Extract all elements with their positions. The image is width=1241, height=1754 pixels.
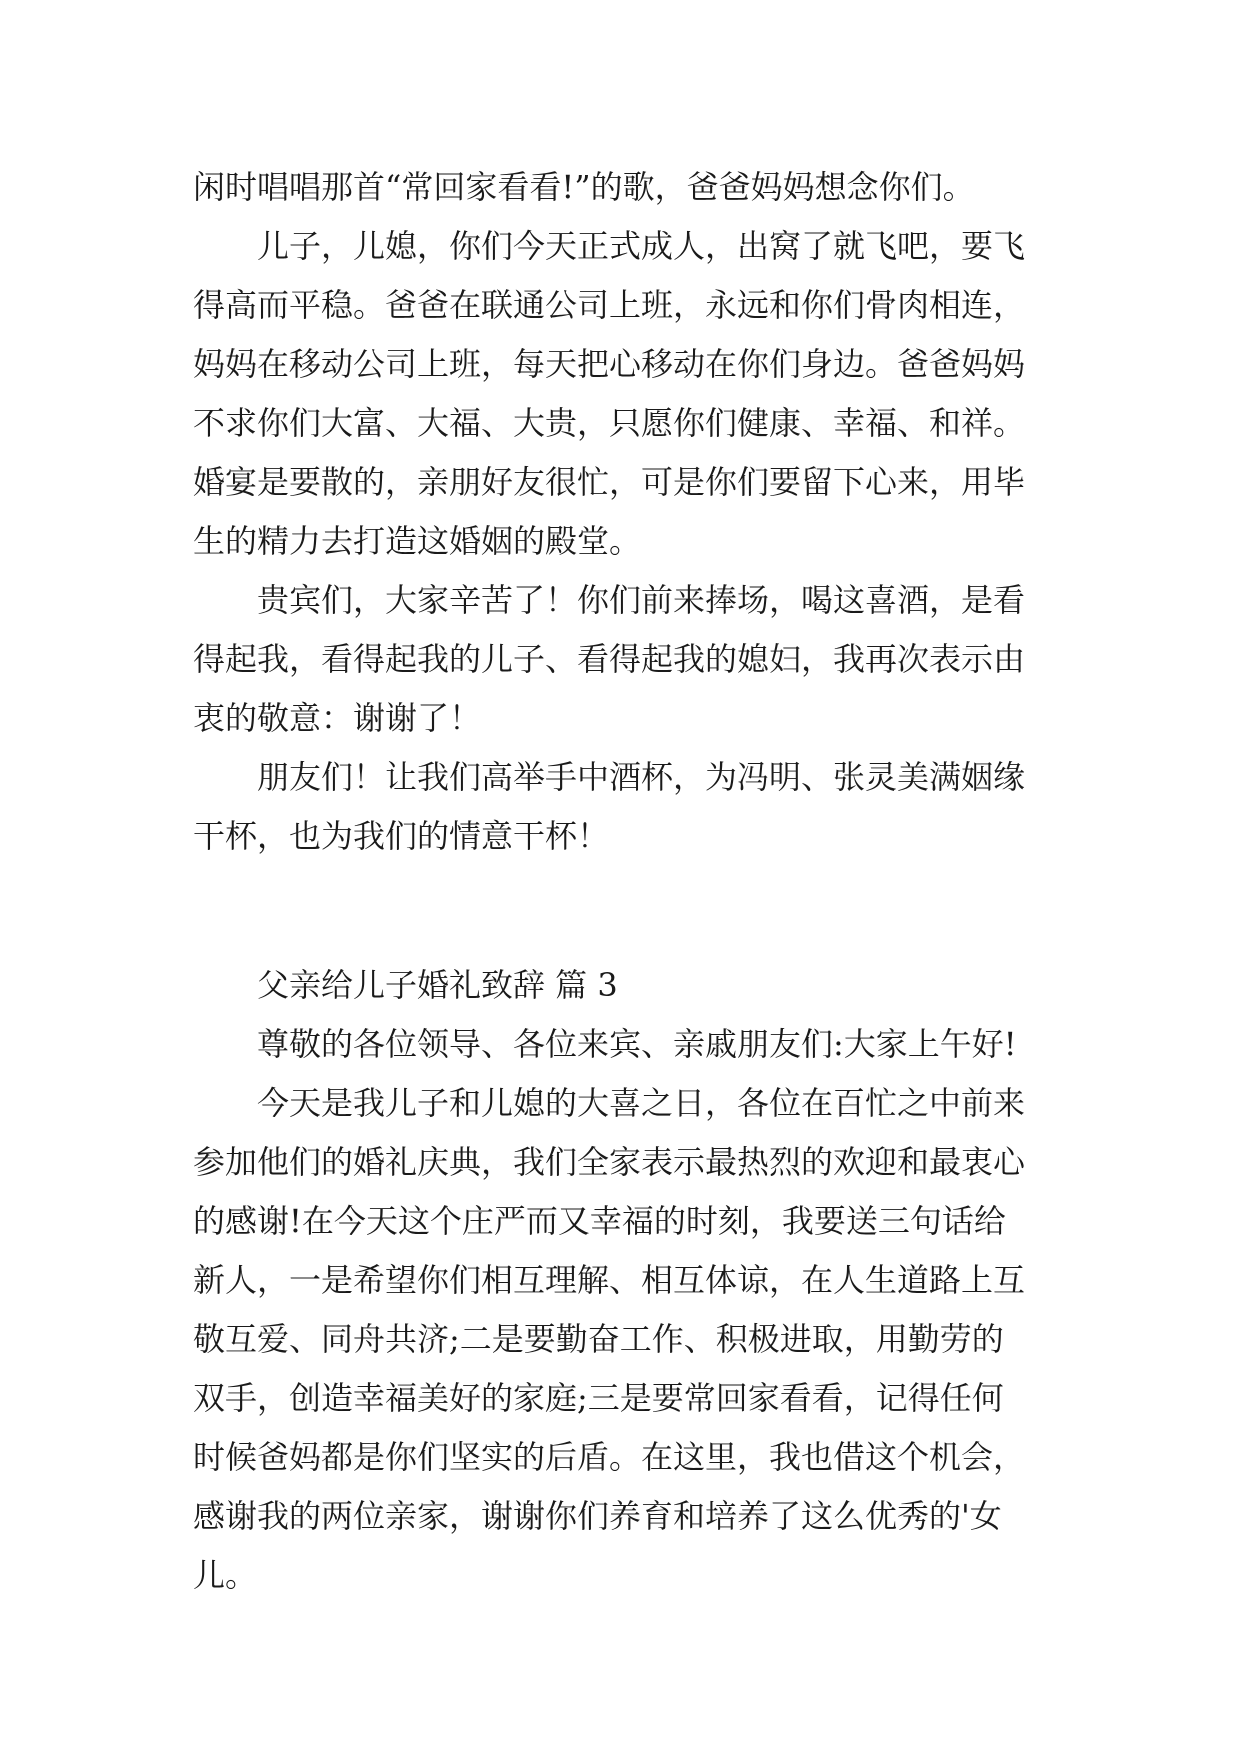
text-line: 双手，创造幸福美好的家庭;三是要常回家看看，记得任何 [193,1379,1004,1417]
text-line: 不求你们大富、大福、大贵，只愿你们健康、幸福、和祥。 [193,404,1026,442]
paragraph-line: 贵宾们，大家辛苦了！你们前来捧场，喝这喜酒，是看 [257,581,1026,619]
text-line: 儿。 [193,1556,258,1594]
text-line: 婚宴是要散的，亲朋好友很忙，可是你们要留下心来，用毕 [193,463,1026,501]
text-line: 干杯，也为我们的情意干杯！ [193,817,610,855]
text-line: 感谢我的两位亲家，谢谢你们养育和培养了这么优秀的'女 [193,1497,1002,1535]
document-body [193,158,1073,1605]
text-line: 得起我，看得起我的儿子、看得起我的媳妇，我再次表示由 [193,640,1026,678]
paragraph-line: 尊敬的各位领导、各位来宾、亲戚朋友们:大家上午好! [257,1025,1017,1063]
paragraph-line: 儿子，儿媳，你们今天正式成人，出窝了就飞吧，要飞 [257,227,1026,265]
text-line: 敬互爱、同舟共济;二是要勤奋工作、积极进取，用勤劳的 [193,1320,1004,1358]
text-line: 衷的敬意：谢谢了！ [193,699,482,737]
text-line: 闲时唱唱那首“常回家看看!”的歌，爸爸妈妈想念你们。 [193,168,975,206]
section-spacer [193,866,1073,956]
text-line: 的感谢!在今天这个庄严而又幸福的时刻，我要送三句话给 [193,1202,1006,1240]
text-line: 时候爸妈都是你们坚实的后盾。在这里，我也借这个机会， [193,1438,1026,1476]
text-line: 新人，一是希望你们相互理解、相互体谅，在人生道路上互 [193,1261,1026,1299]
text-line: 妈妈在移动公司上班，每天把心移动在你们身边。爸爸妈妈 [193,345,1026,383]
text-line: 生的精力去打造这婚姻的殿堂。 [193,522,642,560]
text-line: 参加他们的婚礼庆典，我们全家表示最热烈的欢迎和最衷心 [193,1143,1026,1181]
section-title: 父亲给儿子婚礼致辞 篇 3 [257,966,618,1004]
paragraph-line: 今天是我儿子和儿媳的大喜之日，各位在百忙之中前来 [257,1084,1026,1122]
text-line: 得高而平稳。爸爸在联通公司上班，永远和你们骨肉相连， [193,286,1026,324]
paragraph-line: 朋友们！让我们高举手中酒杯，为冯明、张灵美满姻缘 [257,758,1026,796]
